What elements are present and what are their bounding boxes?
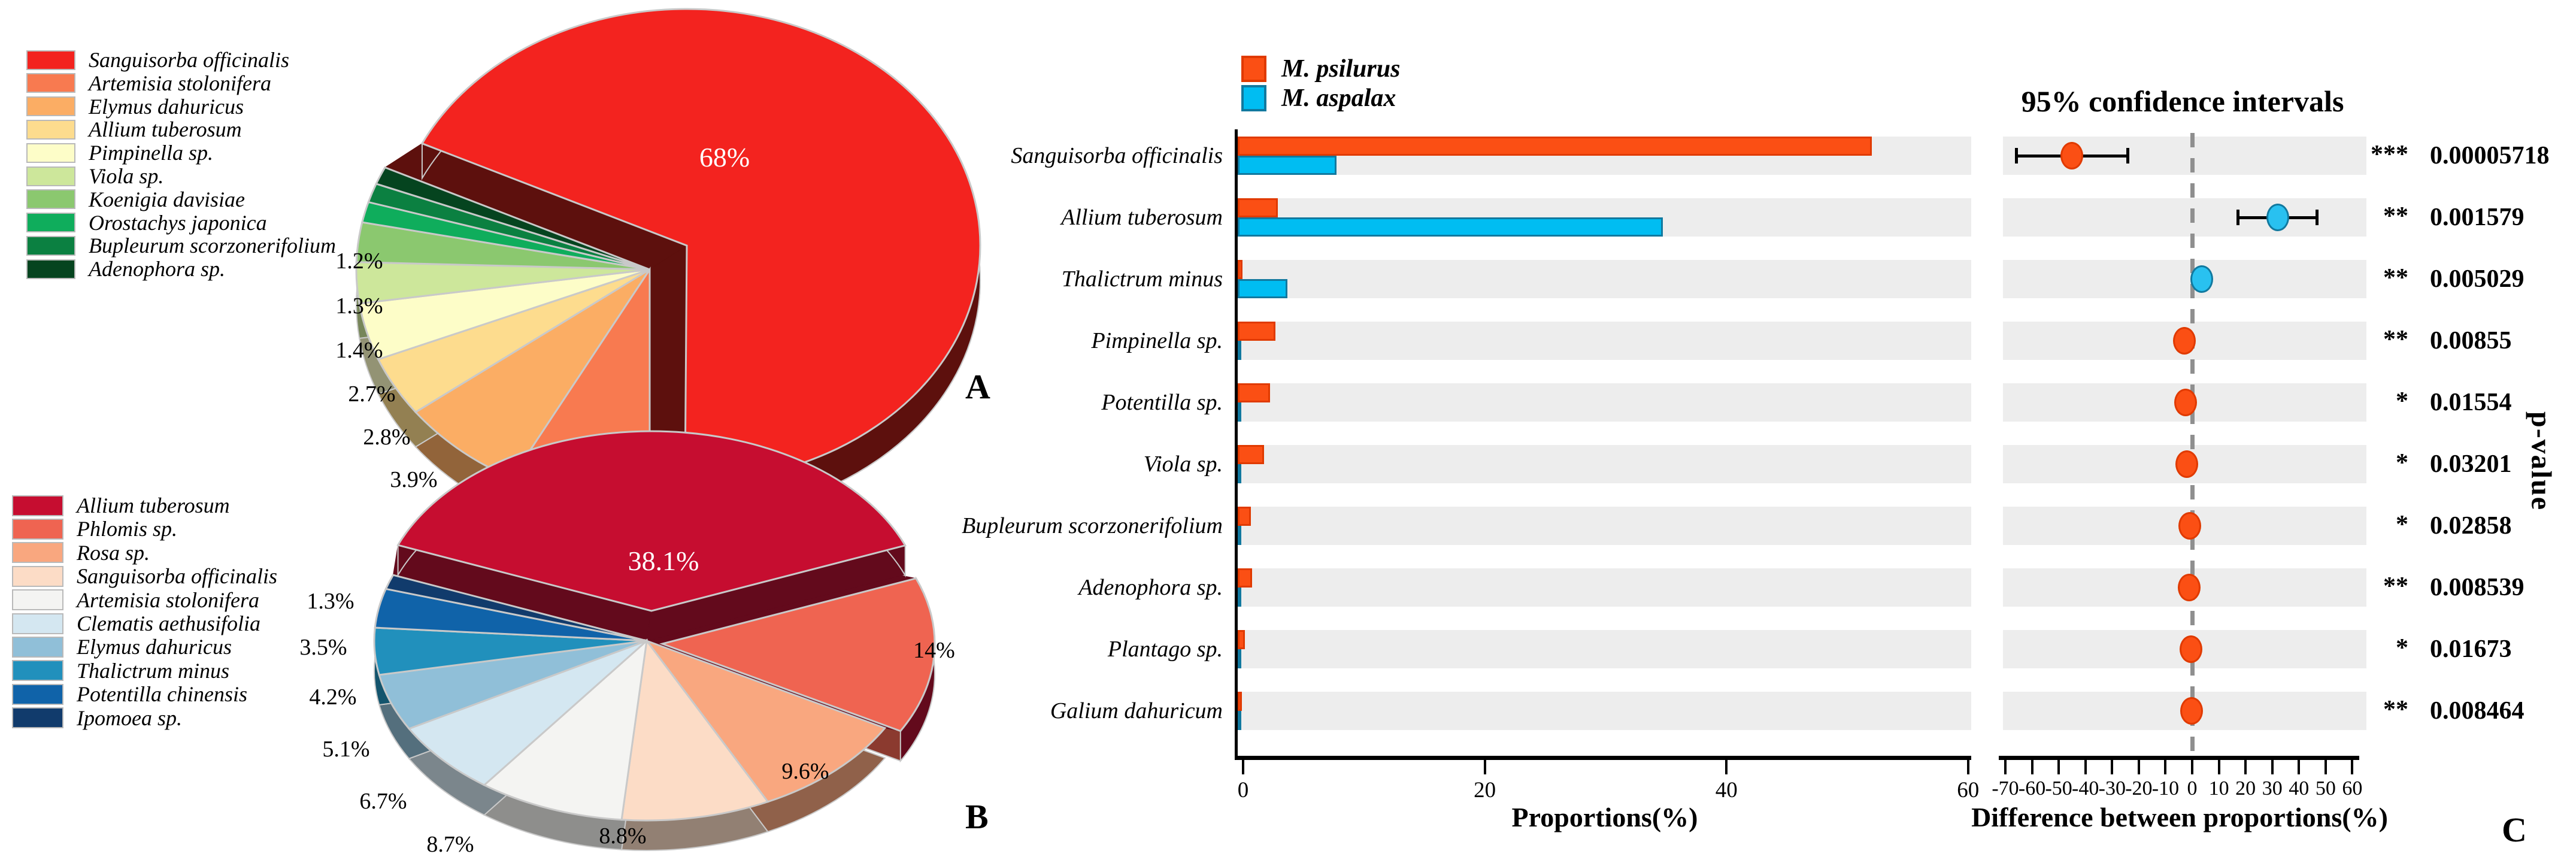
bar-psilurus [1238,137,1872,156]
p-value: 0.00855 [2430,327,2512,355]
significance-stars: ** [2383,326,2408,353]
legend-swatch-psilurus [1241,56,1266,82]
legend-swatch [26,73,75,93]
legend-item [12,613,260,634]
axis-tick [1725,760,1728,774]
significance-stars: ** [2383,573,2408,600]
bar-track [1238,630,1971,668]
legend-item [26,142,213,163]
axis-tick [2111,760,2113,774]
bar-aspalax [1238,156,1337,175]
pie-label: 1.3% [335,293,383,319]
p-value: 0.00005718 [2430,142,2550,169]
legend-item [12,518,177,540]
legend-swatch [26,50,75,70]
pie-label: 1.2% [335,249,383,274]
axis-tick-label: -40 [2072,777,2099,800]
pie-label: 38.1% [628,546,699,576]
panel-tag-a: A [965,367,990,406]
legend-label: Elymus dahuricus [89,94,244,119]
bar-track [1238,260,1971,298]
legend-label: Sanguisorba officinalis [77,564,278,589]
legend-item [12,683,247,705]
legend-item [12,565,277,587]
pie-label: 68% [699,142,750,172]
p-value: 0.005029 [2430,265,2525,293]
legend-swatch [12,613,63,634]
legend-item [26,49,289,71]
species-label: Viola sp. [1143,452,1223,477]
legend-swatch [12,495,63,516]
pie-label: 6.7% [359,789,407,814]
axis-tick-label: -30 [2098,777,2126,800]
p-value: 0.008464 [2430,697,2525,725]
legend-swatch [26,96,75,116]
bar-aspalax [1238,279,1287,298]
legend-swatch [12,566,63,587]
ci-dot-psilurus [2173,327,2196,355]
axis-tick-label: -50 [2045,777,2072,800]
legend-swatch [12,542,63,563]
ci-title: 95% confidence intervals [2021,84,2344,118]
significance-stars: ** [2383,696,2408,723]
significance-stars: * [2396,634,2408,662]
legend-item [26,189,245,210]
significance-stars: ** [2383,264,2408,292]
ci-whisker-cap-left [2236,210,2239,225]
p-value: 0.02858 [2430,512,2512,540]
bar-psilurus [1238,445,1264,464]
pie-label: 8.8% [599,823,647,849]
bar-aspalax [1238,464,1241,483]
axis-tick [2325,760,2327,774]
significance-stars: ** [2383,202,2408,230]
legend-label: Bupleurum scorzonerifolium [89,234,336,258]
legend-swatch [26,213,75,232]
pie-B [299,431,954,857]
axis-tick [2191,760,2193,774]
axis-tick [2271,760,2274,774]
legend-label: Orostachys japonica [89,210,267,235]
ci-dot-psilurus [2178,512,2201,540]
axis-tick [2218,760,2220,774]
bar-aspalax [1238,341,1241,360]
species-label: Thalictrum minus [1061,267,1223,292]
panel-tag-b: B [965,797,989,836]
pie-label: 8.7% [426,832,474,857]
legend-item [12,707,182,729]
legend-label: Thalictrum minus [77,658,230,683]
legend-swatch [26,166,75,186]
axis-tick-label: 60 [1957,778,1980,803]
legend-label-psilurus: M. psilurus [1281,55,1401,83]
legend-label: Allium tuberosum [89,117,242,142]
legend-item [26,165,163,187]
bar-psilurus [1238,630,1245,649]
bar-psilurus [1238,507,1251,526]
bar-psilurus [1238,198,1278,217]
legend-item [26,96,244,117]
pie-label: 5.1% [322,737,370,762]
ci-dot-psilurus [2178,574,2201,601]
axis-tick [1967,760,1969,774]
axis-tick-label: 40 [2289,777,2310,800]
ci-dot-aspalax [2266,204,2289,231]
bar-track [1238,322,1971,360]
significance-stars: * [2396,511,2408,538]
legend-item [12,542,150,564]
significance-stars: *** [2371,141,2408,168]
pie-label: 14% [913,638,955,663]
bar-aspalax [1238,649,1241,668]
legend-label: Elymus dahuricus [77,635,232,659]
ci-whisker-cap-left [2015,148,2018,163]
axis-tick-label: -60 [2018,777,2046,800]
species-label: Plantago sp. [1107,637,1223,662]
legend-item [12,636,232,658]
legend-item [26,235,336,256]
axis-tick-label: 0 [1237,778,1249,803]
legend-item [26,119,242,140]
legend-swatch [26,236,75,256]
axis-tick [2244,760,2247,774]
ci-track [2003,260,2366,298]
axis-tick-label: 10 [2208,777,2229,800]
legend-item [12,589,259,611]
bar-aspalax [1238,711,1241,730]
ci-dot-psilurus [2175,450,2198,478]
significance-stars: * [2396,387,2408,415]
legend-label: Artemisia stolonifera [77,588,259,612]
legend-swatch [26,259,75,279]
legend-swatch [12,589,63,610]
pie-label: 3.5% [299,635,347,660]
ci-dot-psilurus [2174,389,2197,416]
pie-label: 3.9% [390,467,438,492]
legend-swatch [12,707,63,728]
x-axis-title-difference: Difference between proportions(%) [1971,802,2388,832]
pie-label: 1.4% [335,338,383,363]
axis-tick [2084,760,2087,774]
pie-label: 2.7% [348,381,396,407]
legend-label: Adenophora sp. [89,257,225,281]
significance-stars: * [2396,449,2408,477]
legend-label: Sanguisorba officinalis [89,48,290,72]
legend-label: Ipomoea sp. [77,705,182,730]
pie-label: 1.3% [307,589,354,614]
ci-whisker-cap-right [2316,210,2319,225]
axis-tick [1242,760,1244,774]
pie-label: 2.8% [363,425,411,450]
x-axis-title-proportions: Proportions(%) [1511,802,1698,832]
legend-item [26,258,225,280]
y-axis-title-pvalue: p-value [2525,411,2557,511]
bar-track [1238,568,1971,607]
bar-aspalax [1238,526,1241,545]
bar-track [1238,383,1971,422]
bar-psilurus [1238,260,1242,279]
species-label: Allium tuberosum [1061,205,1223,230]
pie-label: 4.2% [309,685,357,710]
legend-swatch [12,637,63,658]
legend-label: Artemisia stolonifera [89,71,271,95]
bar-aspalax [1238,402,1241,422]
bar-psilurus [1238,322,1275,341]
axis-tick [1484,760,1486,774]
bar-psilurus [1238,383,1270,402]
axis-tick [2138,760,2140,774]
species-label: Pimpinella sp. [1091,328,1223,353]
species-label: Bupleurum scorzonerifolium [962,513,1223,538]
axis-tick-label: 30 [2262,777,2283,800]
p-value: 0.01554 [2430,389,2512,416]
legend-item [26,72,271,94]
species-label: Sanguisorba officinalis [1011,143,1223,168]
p-value: 0.001579 [2430,204,2525,231]
axis-tick-label: 50 [2315,777,2336,800]
bar-aspalax [1238,588,1241,607]
ci-dot-aspalax [2190,265,2213,293]
x-axis-proportions [1235,756,1971,760]
axis-tick-label: 20 [2235,777,2256,800]
bar-psilurus [1238,692,1242,711]
axis-tick [2351,760,2353,774]
axis-tick-label: 60 [2342,777,2363,800]
x-axis-difference [1999,756,2359,760]
bar-track [1238,507,1971,545]
bar-aspalax [1238,217,1663,237]
legend-swatch [12,519,63,540]
species-label: Galium dahuricum [1050,698,1223,723]
bar-track [1238,445,1971,483]
axis-tick [2298,760,2300,774]
legend-label: Phlomis sp. [77,517,178,541]
legend-label: Clematis aethusifolia [77,611,261,635]
legend-label: Rosa sp. [77,540,150,565]
p-value: 0.01673 [2430,635,2512,663]
legend-label: Potentilla chinensis [77,682,247,707]
pie-label: 9.6% [781,759,829,784]
legend-swatch [12,660,63,681]
legend-item [26,212,267,234]
axis-tick [2004,760,2007,774]
panel-tag-c: C [2502,810,2527,849]
bar-psilurus [1238,568,1252,588]
axis-tick-label: -70 [1992,777,2019,800]
bar-track [1238,692,1971,730]
legend-label: Koenigia davisiae [89,187,245,211]
legend-swatch [26,189,75,209]
axis-tick [2031,760,2033,774]
axis-tick [2164,760,2166,774]
ci-dot-psilurus [2180,635,2202,663]
legend-label-aspalax: M. aspalax [1281,84,1396,112]
axis-tick [2057,760,2060,774]
p-value: 0.03201 [2430,450,2512,478]
axis-tick-label: 40 [1715,778,1738,803]
axis-tick-label: 0 [2187,777,2198,800]
legend-swatch [26,120,75,140]
legend-item [12,495,230,516]
legend-label: Pimpinella sp. [89,141,213,165]
legend-swatch [26,143,75,163]
ci-whisker-cap-right [2126,148,2129,163]
legend-label: Viola sp. [89,164,164,188]
axis-tick-label: 20 [1474,778,1496,803]
species-label: Adenophora sp. [1078,575,1223,600]
legend-label: Allium tuberosum [77,493,230,517]
legend-swatch [12,684,63,705]
ci-dot-psilurus [2180,697,2203,725]
axis-tick-label: -20 [2125,777,2153,800]
legend-item [12,660,229,682]
species-label: Potentilla sp. [1101,390,1223,415]
legend-swatch-aspalax [1241,85,1266,111]
axis-tick-label: -10 [2151,777,2180,800]
p-value: 0.008539 [2430,574,2525,601]
